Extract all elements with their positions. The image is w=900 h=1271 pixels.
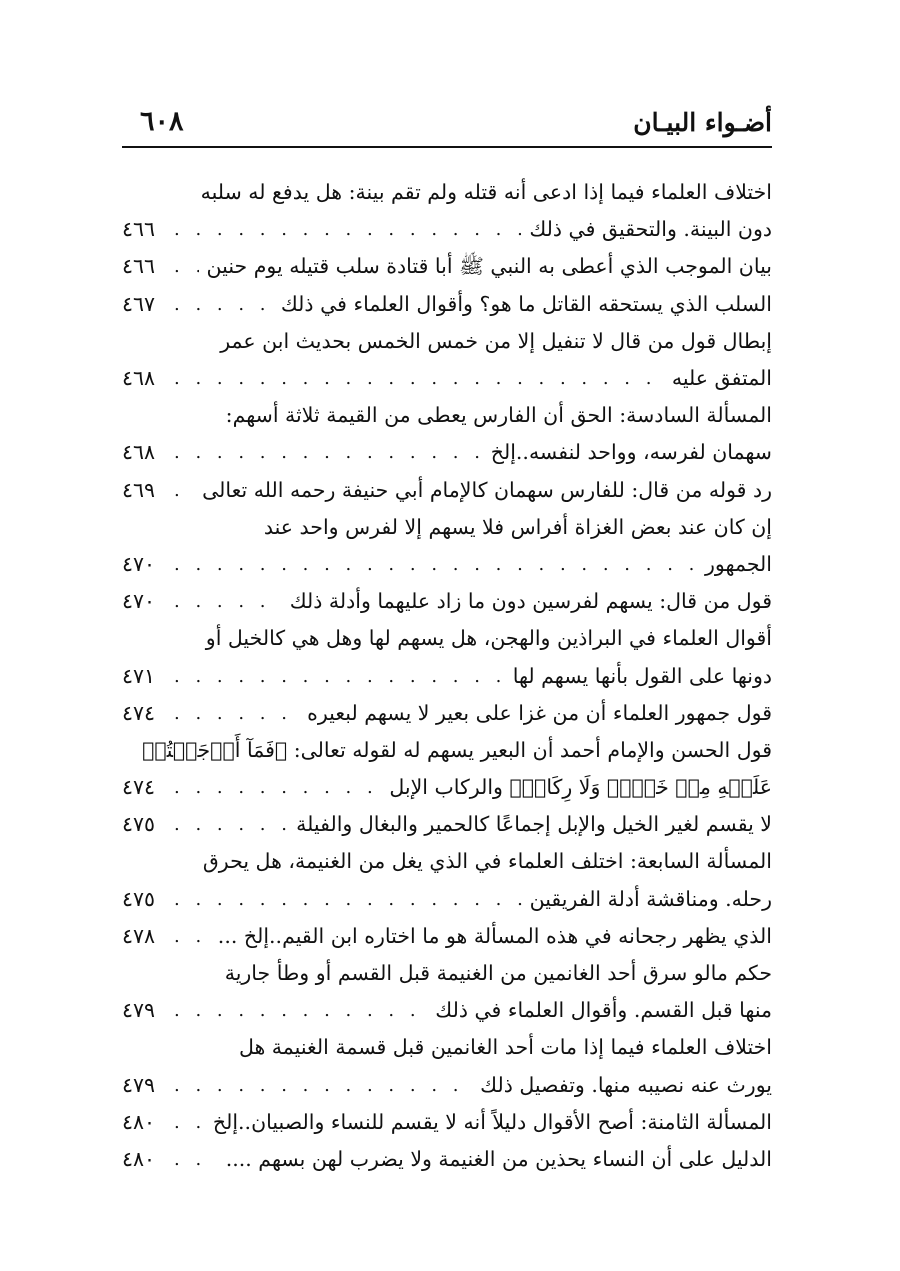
toc-entry-text: الدليل على أن النساء يحذين من الغنيمة ولا يضرب لهن بسهم .... — [225, 1146, 772, 1171]
toc-entry — [122, 843, 772, 917]
toc-page-number: ٤٦٨ — [122, 366, 156, 391]
toc-page-number: ٤٦٧ — [122, 291, 156, 316]
toc-entry-text: الذي يظهر رجحانه في هذه المسألة هو ما اختاره ابن القيم..إلخ ... — [217, 923, 772, 948]
toc-entry-last-line — [122, 583, 772, 620]
toc-entry-last-line — [122, 1141, 772, 1178]
toc-entry-line — [122, 397, 772, 434]
toc-entry-text: رحله. ومناقشة أدلة الفريقين — [529, 886, 772, 911]
toc-entry — [122, 620, 772, 694]
toc-entry — [122, 286, 772, 323]
toc-entry-text: اختلاف العلماء فيما إذا ادعى أنه قتله ولم تقم بينة: هل يدفع له سلبه — [200, 180, 772, 205]
dot-leader — [174, 695, 299, 732]
toc-page-number: ٤٦٦ — [122, 217, 156, 242]
dot-leader — [174, 992, 427, 1029]
toc-page-number: ٤٧٩ — [122, 998, 156, 1023]
dot-leader — [174, 881, 522, 918]
toc-page-number: ٤٨٠ — [122, 1109, 156, 1134]
toc-entry-last-line — [122, 881, 772, 918]
toc-entry-last-line — [122, 918, 772, 955]
toc-entry-text: الجمهور — [705, 551, 772, 576]
page-number: ٦٠٨ — [140, 106, 184, 137]
toc-entry-text: اختلاف العلماء فيما إذا مات أحد الغانمين قبل قسمة الغنيمة هل — [238, 1035, 772, 1060]
toc-entry-text: عَلَيۡهِ مِنۡ خَيۡلٖ وَلَا رِكَابٖ﴾ والركاب الإبل — [389, 775, 772, 800]
toc-entry — [122, 472, 772, 509]
dot-leader — [174, 472, 194, 509]
toc-entry-last-line — [122, 546, 772, 583]
toc-entry-text: إبطال قول من قال لا تنفيل إلا من خمس الخمس بحديث ابن عمر — [220, 328, 772, 353]
toc-entry-last-line — [122, 1067, 772, 1104]
toc-entry-text: السلب الذي يستحقه القاتل ما هو؟ وأقوال العلماء في ذلك — [280, 291, 772, 316]
toc-entry-line — [122, 1029, 772, 1066]
toc-entry-last-line — [122, 286, 772, 323]
dot-leader — [174, 546, 697, 583]
toc-entry-text: دونها على القول بأنها يسهم لها — [512, 663, 772, 688]
dot-leader — [174, 918, 210, 955]
toc-entry-last-line — [122, 1104, 772, 1141]
toc-entry — [122, 509, 772, 583]
table-of-contents — [122, 174, 772, 1178]
toc-entry-text: المسألة الثامنة: أصح الأقوال دليلاً أنه لا يقسم للنساء والصبيان..إلخ — [212, 1109, 772, 1134]
toc-entry-text: دون البينة. والتحقيق في ذلك — [529, 217, 772, 242]
toc-entry-last-line — [122, 695, 772, 732]
toc-page-number: ٤٧٩ — [122, 1072, 156, 1097]
toc-entry-text: أقوال العلماء في البراذين والهجن، هل يسهم لها وهل هي كالخيل أو — [205, 626, 772, 651]
toc-entry — [122, 397, 772, 471]
dot-leader — [174, 769, 381, 806]
dot-leader — [174, 806, 288, 843]
toc-page-number: ٤٧٤ — [122, 775, 156, 800]
toc-entry-line — [122, 955, 772, 992]
toc-entry — [122, 695, 772, 732]
toc-entry-line — [122, 843, 772, 880]
toc-page-number: ٤٦٩ — [122, 477, 156, 502]
toc-entry-text: إن كان عند بعض الغزاة أفراس فلا يسهم إلا لفرس واحد عند — [263, 514, 772, 539]
toc-entry-last-line — [122, 992, 772, 1029]
toc-entry-text: المتفق عليه — [671, 366, 772, 391]
toc-entry-text: منها قبل القسم. وأقوال العلماء في ذلك — [435, 998, 772, 1023]
toc-entry-last-line — [122, 806, 772, 843]
toc-entry — [122, 583, 772, 620]
toc-entry — [122, 323, 772, 397]
toc-entry-last-line — [122, 657, 772, 694]
dot-leader — [174, 583, 282, 620]
book-page — [122, 104, 772, 1171]
toc-entry-last-line — [122, 434, 772, 471]
dot-leader — [174, 286, 273, 323]
dot-leader — [174, 434, 483, 471]
toc-entry-text: حكم مالو سرق أحد الغانمين من الغنيمة قبل القسم أو وطأ جارية — [224, 961, 772, 986]
toc-entry-last-line — [122, 248, 772, 285]
toc-entry-text: يورث عنه نصيبه منها. وتفصيل ذلك — [480, 1072, 772, 1097]
toc-entry-line — [122, 620, 772, 657]
toc-entry-text: بيان الموجب الذي أعطى به النبي ﷺ أبا قتادة سلب قتيله يوم حنين — [206, 254, 772, 279]
toc-entry-line — [122, 509, 772, 546]
toc-entry-last-line — [122, 769, 772, 806]
toc-page-number: ٤٦٦ — [122, 254, 156, 279]
toc-entry — [122, 732, 772, 806]
toc-entry — [122, 918, 772, 955]
dot-leader — [174, 1141, 218, 1178]
dot-leader — [174, 360, 664, 397]
toc-page-number: ٤٦٨ — [122, 440, 156, 465]
toc-entry-last-line — [122, 211, 772, 248]
toc-entry-text: قول جمهور العلماء أن من غزا على بعير لا يسهم لبعيره — [307, 700, 772, 725]
dot-leader — [174, 248, 199, 285]
toc-entry-text: رد قوله من قال: للفارس سهمان كالإمام أبي حنيفة رحمه الله تعالى — [202, 477, 772, 502]
dot-leader — [174, 211, 521, 248]
dot-leader — [174, 658, 505, 695]
toc-page-number: ٤٨٠ — [122, 1146, 156, 1171]
toc-entry — [122, 1104, 772, 1141]
toc-entry — [122, 1029, 772, 1103]
toc-entry-text: قول الحسن والإمام أحمد أن البعير يسهم له لقوله تعالى: ﴿فَمَآ أَوۡجَفۡتُمۡ — [142, 737, 772, 762]
dot-leader — [174, 1104, 205, 1141]
toc-page-number: ٤٧٨ — [122, 923, 156, 948]
toc-page-number: ٤٧١ — [122, 663, 156, 688]
toc-entry — [122, 248, 772, 285]
toc-page-number: ٤٧٠ — [122, 551, 156, 576]
toc-entry-text: المسألة السابعة: اختلف العلماء في الذي يغل من الغنيمة، هل يحرق — [202, 849, 772, 874]
toc-page-number: ٤٧٥ — [122, 886, 156, 911]
toc-page-number: ٤٧٤ — [122, 700, 156, 725]
toc-entry-last-line — [122, 472, 772, 509]
toc-entry — [122, 174, 772, 248]
toc-page-number: ٤٧٥ — [122, 812, 156, 837]
running-header — [122, 104, 772, 148]
book-title: أضـواء البيـان — [633, 108, 772, 137]
toc-entry-last-line — [122, 360, 772, 397]
toc-entry-text: لا يقسم لغير الخيل والإبل إجماعًا كالحمير والبغال والفيلة — [296, 812, 772, 837]
toc-entry-line — [122, 323, 772, 360]
toc-entry-text: سهمان لفرسه، وواحد لنفسه..إلخ — [490, 440, 772, 465]
toc-entry — [122, 955, 772, 1029]
toc-entry-text: قول من قال: يسهم لفرسين دون ما زاد عليهما وأدلة ذلك — [289, 589, 772, 614]
toc-entry — [122, 806, 772, 843]
toc-entry-text: المسألة السادسة: الحق أن الفارس يعطى من القيمة ثلاثة أسهم: — [225, 403, 772, 428]
dot-leader — [174, 1067, 472, 1104]
toc-entry-line — [122, 732, 772, 769]
toc-entry — [122, 1141, 772, 1178]
toc-page-number: ٤٧٠ — [122, 589, 156, 614]
toc-entry-line — [122, 174, 772, 211]
